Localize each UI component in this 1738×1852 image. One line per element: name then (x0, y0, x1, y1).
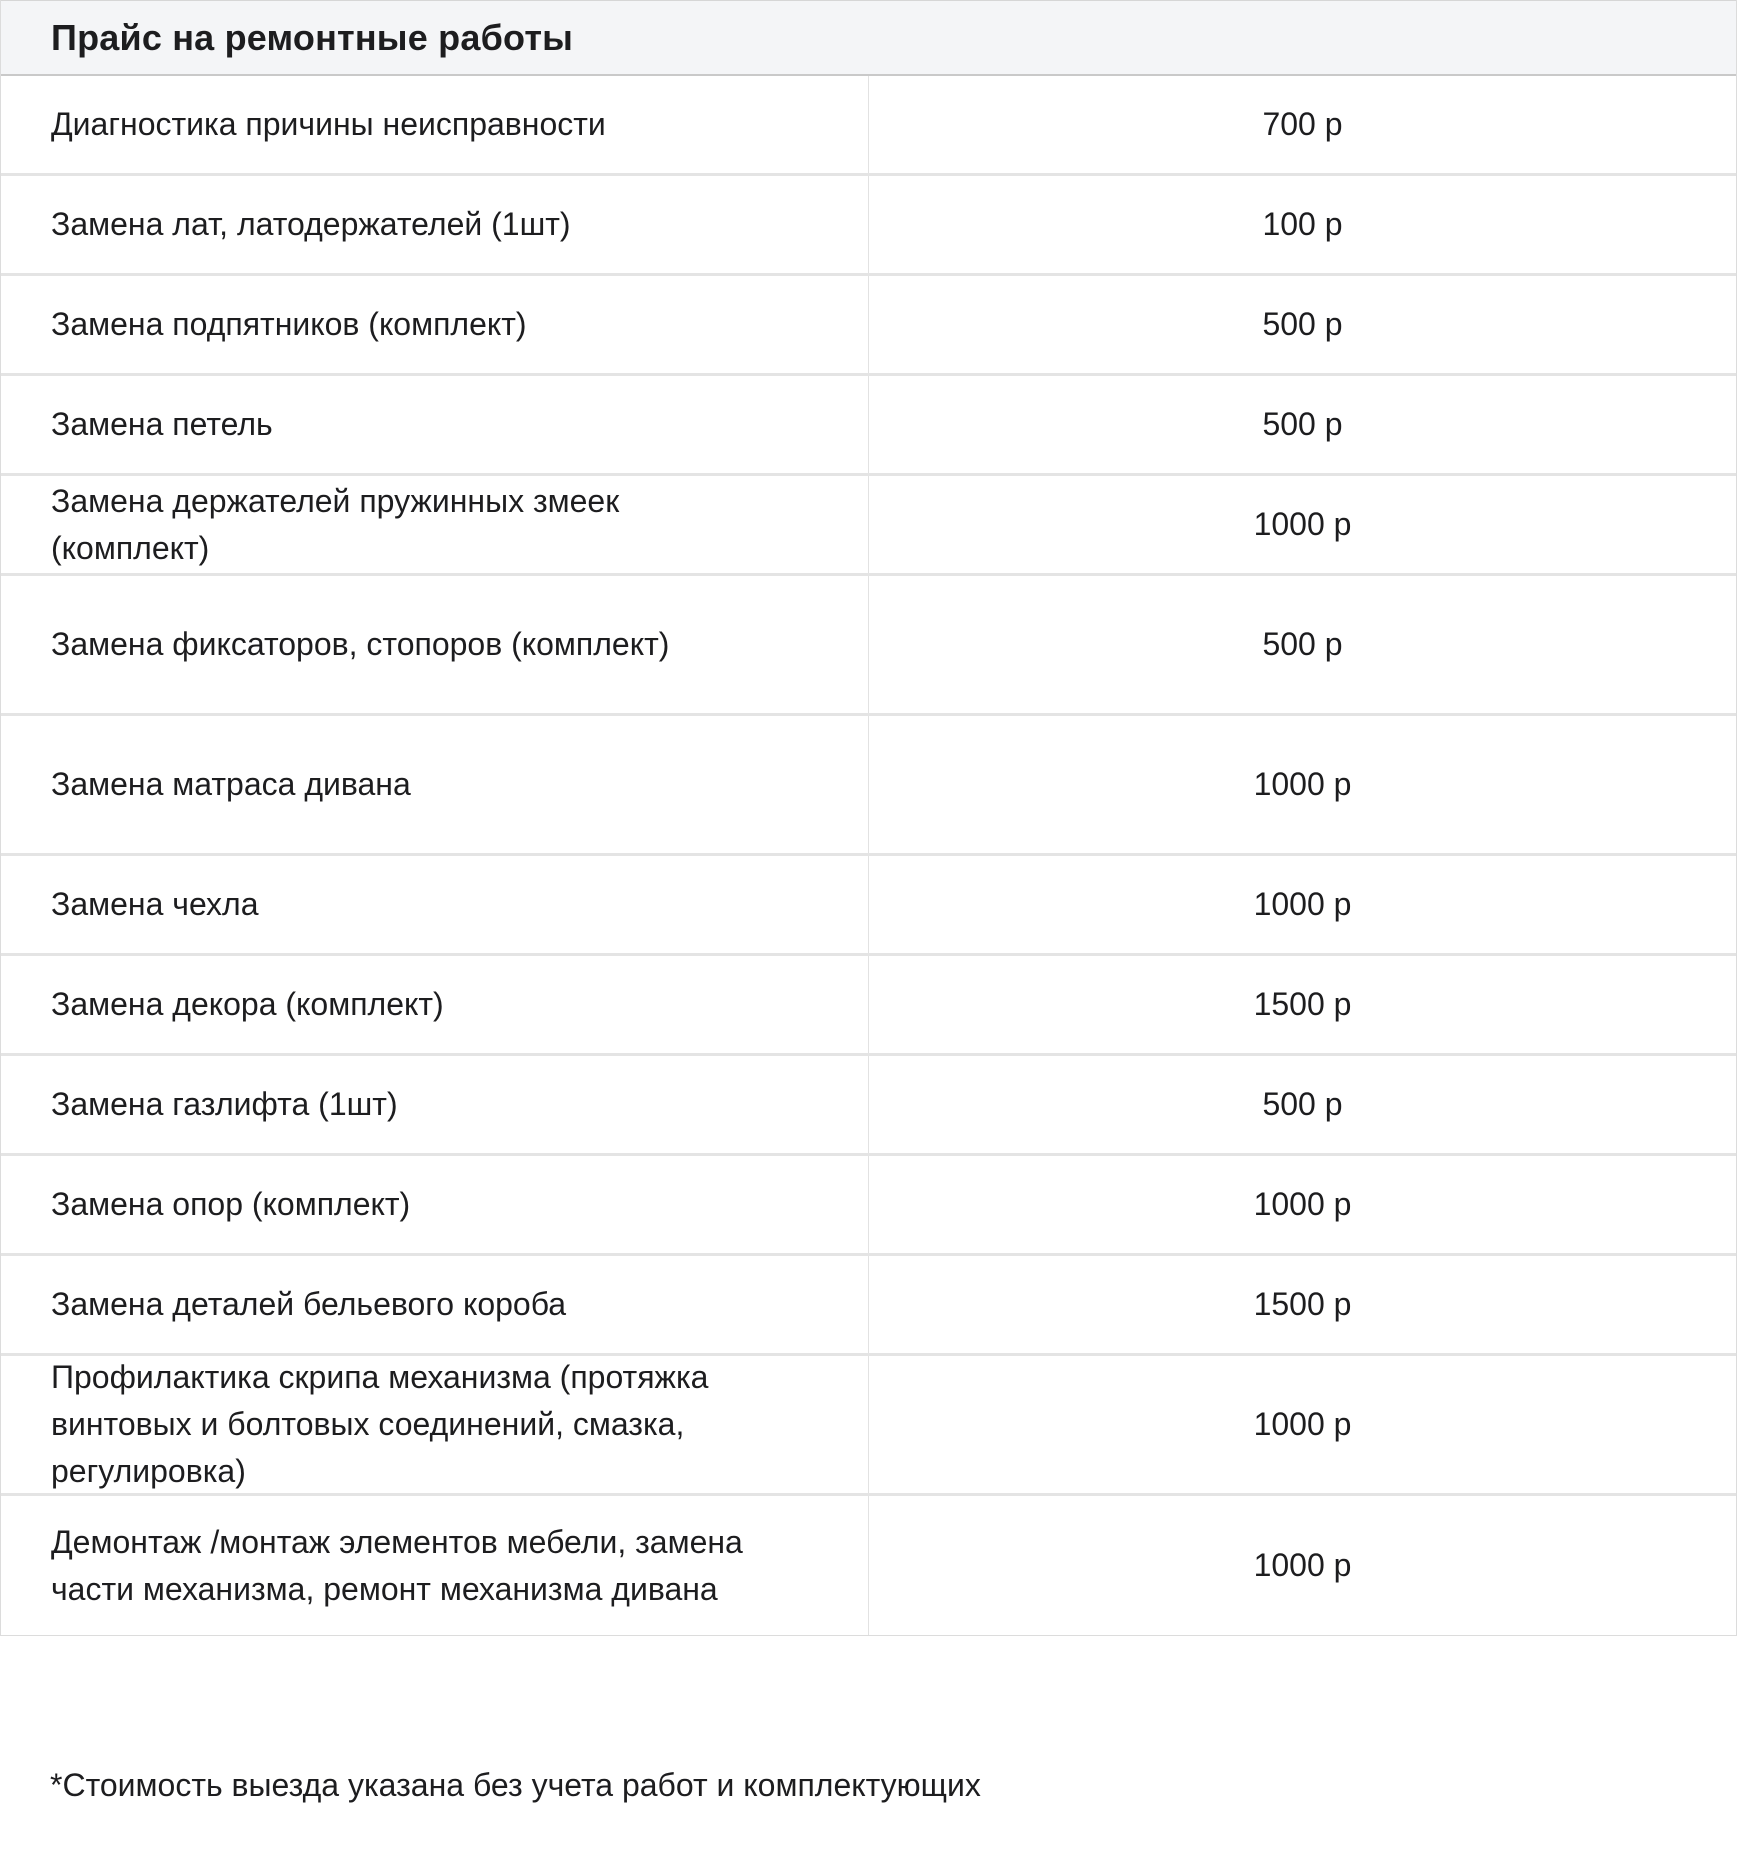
table-row (1, 576, 1736, 716)
table-row (1, 1496, 1736, 1636)
service-name: Диагностика причины неисправности (1, 76, 869, 173)
service-name: Демонтаж /монтаж элементов мебели, замена части механизма, ремонт механизма дивана (1, 1496, 869, 1635)
service-name: Профилактика скрипа механизма (протяжка винтовых и болтовых соединений, смазка, регулировка) (1, 1356, 869, 1493)
service-name: Замена подпятников (комплект) (1, 276, 869, 373)
table-row (1, 1156, 1736, 1256)
table-row (1, 1256, 1736, 1356)
service-price: 1000 р (1253, 886, 1352, 922)
table-row (1, 376, 1736, 476)
table-row (1, 76, 1736, 176)
service-name: Замена лат, латодержателей (1шт) (1, 176, 869, 273)
table-row (1, 1356, 1736, 1496)
table-row (1, 276, 1736, 376)
service-name: Замена декора (комплект) (1, 956, 869, 1053)
table-row (1, 476, 1736, 576)
service-price: 1500 р (1253, 986, 1352, 1022)
service-price: 1000 р (1253, 1186, 1352, 1222)
service-price: 1500 р (1253, 1286, 1352, 1322)
table-row (1, 956, 1736, 1056)
service-price: 1000 р (1253, 1406, 1352, 1442)
service-price: 1000 р (1253, 766, 1352, 802)
service-name: Замена опор (комплект) (1, 1156, 869, 1253)
service-name: Замена чехла (1, 856, 869, 953)
service-price: 1000 р (1253, 506, 1352, 542)
service-name: Замена петель (1, 376, 869, 473)
service-price: 500 р (1262, 1086, 1343, 1122)
table-row (1, 1056, 1736, 1156)
table-row (1, 716, 1736, 856)
service-price: 500 р (1262, 306, 1343, 342)
service-name: Замена держателей пружинных змеек (комплект) (1, 476, 869, 573)
page-title: Прайс на ремонтные работы (51, 16, 574, 58)
footnote: *Стоимость выезда указана без учета работ и комплектующих (50, 1767, 981, 1803)
service-price: 500 р (1262, 626, 1343, 662)
table-row (1, 176, 1736, 276)
service-name: Замена газлифта (1шт) (1, 1056, 869, 1153)
service-name: Замена деталей бельевого короба (1, 1256, 869, 1353)
service-price: 1000 р (1253, 1547, 1352, 1583)
table-row (1, 856, 1736, 956)
service-name: Замена фиксаторов, стопоров (комплект) (1, 576, 869, 713)
service-price: 700 р (1262, 106, 1343, 142)
price-table-header (1, 0, 1736, 76)
price-table-body (1, 76, 1736, 1636)
service-price: 500 р (1262, 406, 1343, 442)
service-name: Замена матраса дивана (1, 716, 869, 853)
service-price: 100 р (1262, 206, 1343, 242)
